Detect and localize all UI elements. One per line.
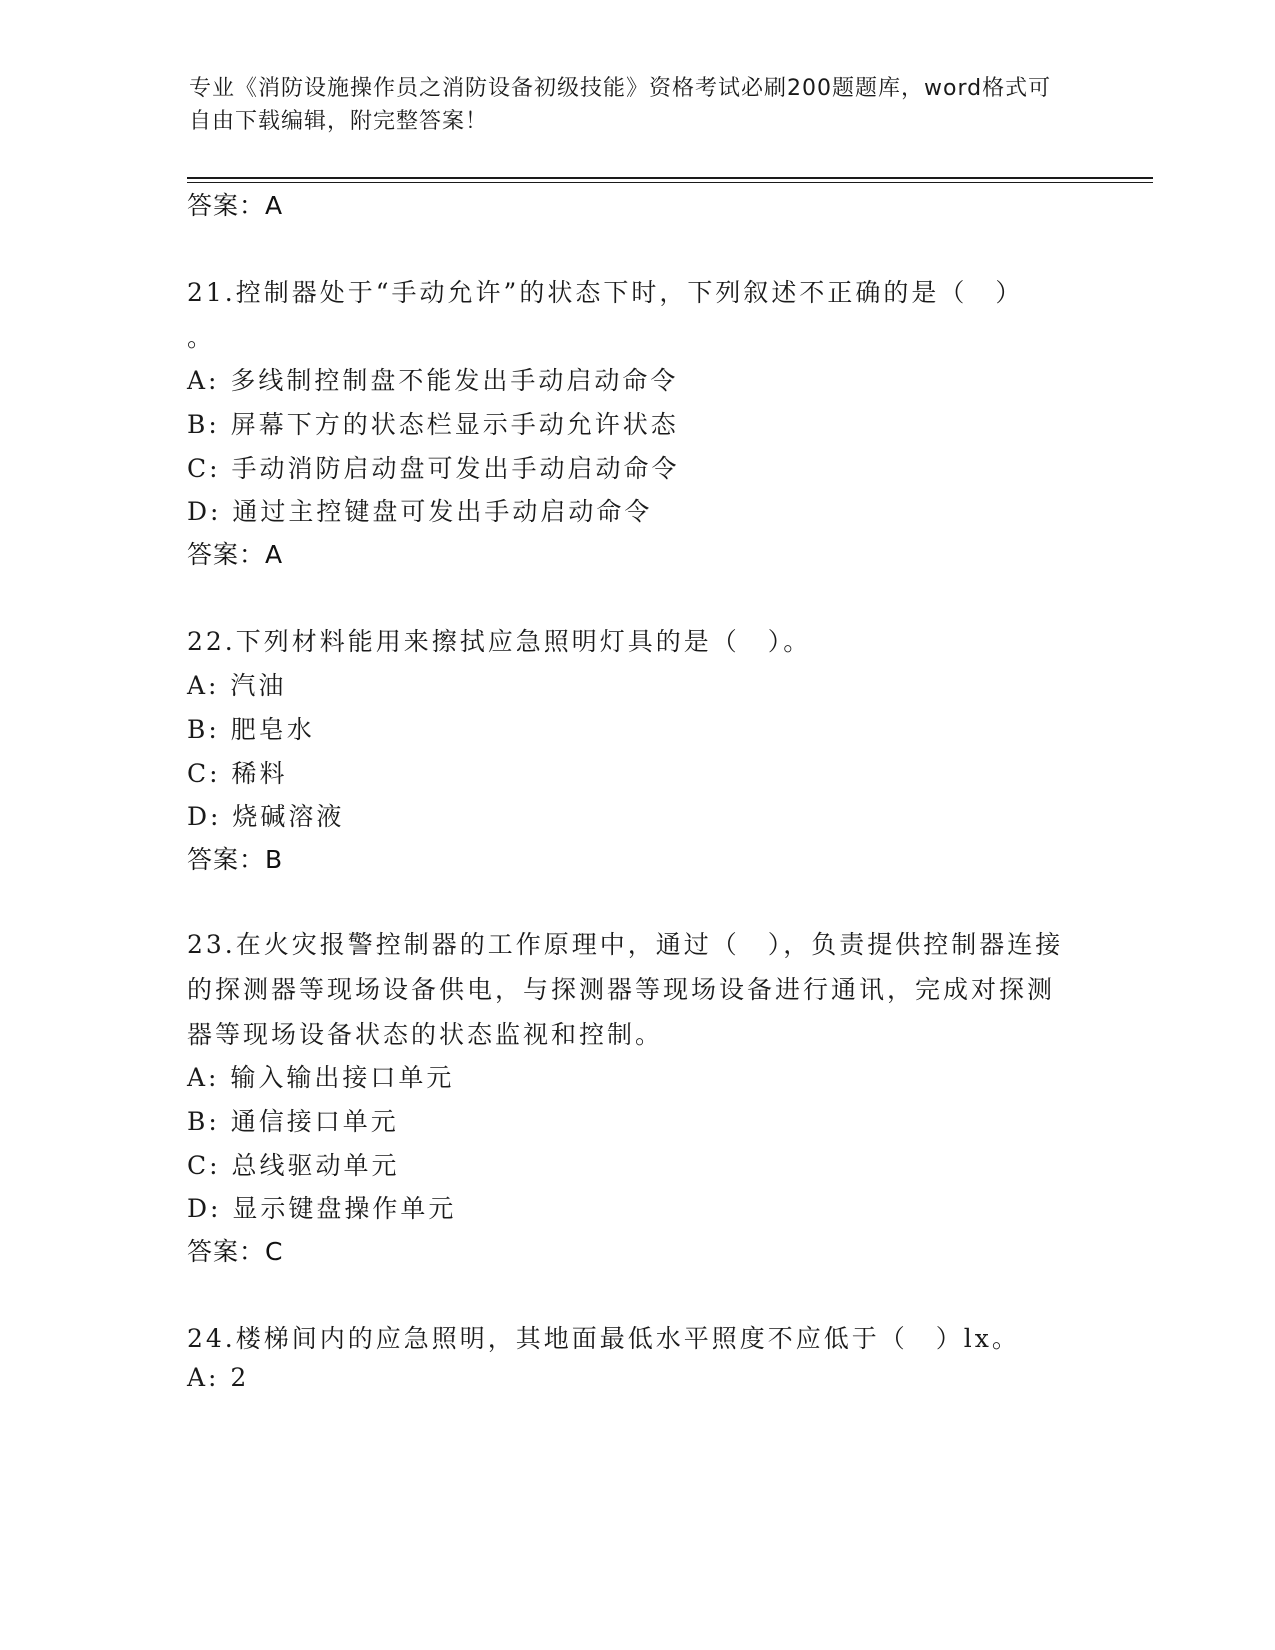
question-21-option-c: C: 手动消防启动盘可发出手动启动命令 <box>187 454 680 483</box>
question-21-option-a: A: 多线制控制盘不能发出手动启动命令 <box>187 366 679 395</box>
answer-20: 答案：A <box>187 191 284 220</box>
question-21-option-d: D: 通过主控键盘可发出手动启动命令 <box>187 497 653 526</box>
header-rule-thin <box>187 182 1153 183</box>
question-21-option-b: B: 屏幕下方的状态栏显示手动允许状态 <box>187 410 679 439</box>
question-22-option-c: C: 稀料 <box>187 759 288 788</box>
question-22-option-d: D: 烧碱溶液 <box>187 802 345 831</box>
question-22-option-a: A: 汽油 <box>187 671 287 700</box>
question-23-stem: 23.在火灾报警控制器的工作原理中，通过（ ），负责提供控制器连接的探测器等现场设备供电，与探测器等现场设备进行通讯，完成对探测器等现场设备状态的状态监视和控制。 <box>187 930 1064 1049</box>
question-22-answer: 答案：B <box>187 845 284 874</box>
question-22-option-b: B: 肥皂水 <box>187 715 315 744</box>
question-22-stem: 22.下列材料能用来擦拭应急照明灯具的是（ ）。 <box>187 627 812 656</box>
question-23-answer: 答案：C <box>187 1237 284 1266</box>
header-rule-thick <box>187 177 1153 179</box>
question-23-option-b: B: 通信接口单元 <box>187 1107 399 1136</box>
document-header: 专业《消防设施操作员之消防设备初级技能》资格考试必刷200题题库，word格式可自由下载编辑，附完整答案！ <box>189 76 1052 134</box>
question-23-option-a: A: 输入输出接口单元 <box>187 1063 455 1092</box>
question-23-option-d: D: 显示键盘操作单元 <box>187 1194 457 1223</box>
question-21-answer: 答案：A <box>187 540 284 569</box>
question-21-stem-tail: 。 <box>187 323 216 352</box>
question-24-stem: 24.楼梯间内的应急照明，其地面最低水平照度不应低于（ ）lx。 <box>187 1324 1020 1353</box>
question-21-stem: 21.控制器处于“手动允许”的状态下时，下列叙述不正确的是（ ） <box>187 278 1024 307</box>
question-23-option-c: C: 总线驱动单元 <box>187 1151 400 1180</box>
question-24-option-a: A: 2 <box>187 1363 250 1392</box>
